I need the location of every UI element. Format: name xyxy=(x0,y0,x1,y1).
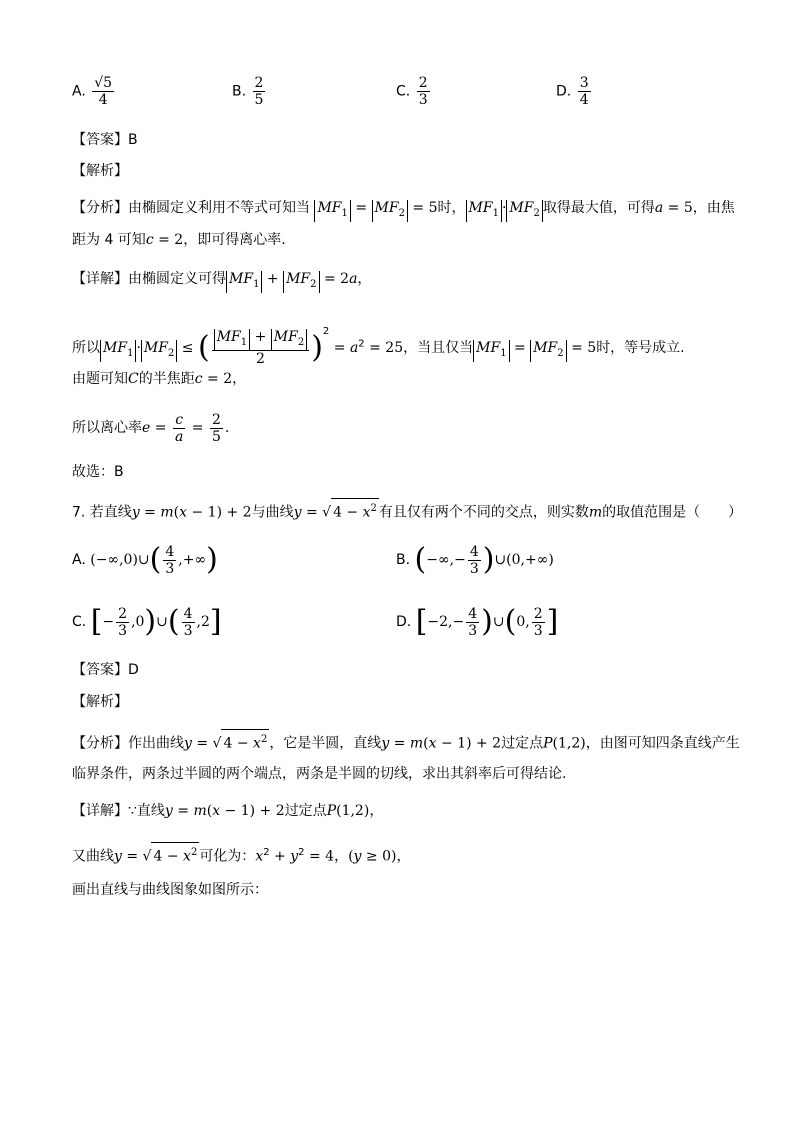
answer-7: 【答案】D xyxy=(72,662,139,678)
option-a-den: 4 xyxy=(98,92,108,108)
detail-text: 由椭圆定义可得 xyxy=(128,271,226,287)
q7-option-a-label: A. xyxy=(72,552,86,568)
analysis-7-line2: 临界条件，两条过半圆的两个端点，两条是半圆的切线，求出其斜率后可得结论. xyxy=(72,766,567,782)
detail-text: 所以离心率 xyxy=(72,420,142,436)
question-text: 与曲线 xyxy=(251,504,294,521)
detail-tag: 【详解】 xyxy=(72,803,128,819)
question-text: 有且仅有两个不同的交点，则实数 xyxy=(378,504,589,521)
detail-6-line3: 由题可知C的半焦距c = 2， xyxy=(72,371,247,387)
analysis-text: ，它是半圆，直线 xyxy=(269,735,382,752)
analysis-text: ，由图可知四条直线产生 xyxy=(585,735,740,752)
analysis-tag: 【分析】 xyxy=(72,200,128,216)
option-a xyxy=(72,75,116,108)
analysis-text: 时， xyxy=(437,200,466,216)
detail-6-line4: 所以离心率e = $\frac{c}{a}$ = $\frac{2}{5}$ . xyxy=(72,411,230,445)
option-b-label: B. xyxy=(232,83,247,100)
option-a-label: A. xyxy=(72,83,86,100)
option-c-den: 3 xyxy=(418,92,428,108)
q7-option-c-label: C. xyxy=(72,614,87,630)
detail-text: 由题可知 xyxy=(72,371,128,387)
analysis-text: 取得最大值，可得 xyxy=(542,200,655,216)
detail-text: 又曲线 xyxy=(72,848,114,865)
analysis-text: 过定点 xyxy=(501,735,544,752)
question-text: 7. 若直线 xyxy=(72,504,132,521)
option-b-den: 5 xyxy=(254,92,264,108)
analysis-7-line1: 【分析】作出曲线y = √ $4 - x^2$ ，它是半圆，直线y = m(x − 1) + 2过定点P(1,2)，由图可知四条直线产生 xyxy=(72,729,740,754)
q7-option-c: C. [− $\frac{2}{3}$ ,0)∪( $\frac{4}{3}$ ,2] xyxy=(72,604,222,639)
option-b-value xyxy=(253,75,266,108)
detail-text: 可化为： xyxy=(199,848,256,865)
detail-text: ，当且仅当 xyxy=(403,340,474,356)
detail-6-choose: 故选：B xyxy=(72,464,124,480)
option-a-value xyxy=(92,75,114,108)
detail-text: ， xyxy=(369,803,384,819)
detail-text: 所以 xyxy=(72,340,100,356)
analysis-text: 由椭圆定义利用不等式可知当 xyxy=(128,200,310,216)
jiexi-6: 【解析】 xyxy=(72,163,128,179)
detail-text: 时，等号成立. xyxy=(596,340,685,356)
analysis-text: 距为 4 可知 xyxy=(72,232,146,248)
detail-text: 过定点 xyxy=(284,803,327,819)
option-c xyxy=(396,75,432,108)
question-text: 的取值范围是（ ） xyxy=(602,504,743,521)
option-d-label: D. xyxy=(556,83,572,100)
detail-7-line3: 画出直线与曲线图象如图所示： xyxy=(72,882,268,898)
q7-option-d: D. [−2,− $\frac{4}{3}$ )∪(0, $\frac{2}{3}$ ] xyxy=(396,604,559,639)
analysis-6-line2: 距为 4 可知c = 2，即可得离心率. xyxy=(72,232,286,248)
jiexi-7: 【解析】 xyxy=(72,694,128,710)
analysis-text: ，即可得离心率. xyxy=(183,232,286,248)
detail-7-line2: 又曲线y = √ $4 - x^2$ 可化为：$x^2 + y^2 = 4$，(y ≥ 0)， xyxy=(72,842,410,867)
option-b-num: 2 xyxy=(254,75,264,91)
detail-6-line1: 【详解】由椭圆定义可得 $MF_1 + MF_2 = 2a$， xyxy=(72,269,371,293)
analysis-tag: 【分析】 xyxy=(72,735,128,752)
option-d xyxy=(556,75,593,108)
analysis-6-line1: 【分析】由椭圆定义利用不等式可知当 $MF_1 = MF_2 = 5$时， $MF_1 \cdot MF_2$ 取得最大值，可得a = 5，由焦 xyxy=(72,198,735,222)
option-c-value xyxy=(417,75,430,108)
option-b xyxy=(232,75,267,108)
detail-text: 直线 xyxy=(136,803,165,819)
q7-option-b: B. (−∞,− $\frac{4}{3}$ )∪(0,+∞) xyxy=(396,542,554,577)
q7-option-d-label: D. xyxy=(396,614,412,630)
option-c-label: C. xyxy=(396,83,411,100)
analysis-text: ，由焦 xyxy=(692,200,735,216)
detail-6-line2: 所以 $MF_1 \cdot MF_2$ ≤ ( $\frac{MF_1 + MF_2}{2}$ )$^2 = a^2 = 25$，当且仅当 $MF_1 = MF_2 = 5$时，等号成立. xyxy=(72,326,685,368)
detail-text: 的半焦距 xyxy=(138,371,195,387)
option-d-den: 4 xyxy=(579,92,589,108)
q7-option-b-label: B. xyxy=(396,552,411,568)
option-a-num: √5 xyxy=(94,75,113,91)
option-d-value xyxy=(578,75,591,108)
answer-6: 【答案】B xyxy=(72,132,138,148)
detail-7-line1: 【详解】∵直线y = m(x − 1) + 2过定点P(1,2)， xyxy=(72,803,384,819)
q7-option-a: A. (−∞,0)∪( $\frac{4}{3}$ ,+∞) xyxy=(72,542,218,577)
question-7-stem: 7. 若直线y = m(x − 1) + 2与曲线y = √ $4 - x^2$ 有且仅有两个不同的交点，则实数m的取值范围是（ ） xyxy=(72,498,742,523)
option-c-num: 2 xyxy=(418,75,428,91)
analysis-text: 作出曲线 xyxy=(128,735,184,752)
detail-tag: 【详解】 xyxy=(72,271,128,287)
option-d-num: 3 xyxy=(579,75,589,91)
